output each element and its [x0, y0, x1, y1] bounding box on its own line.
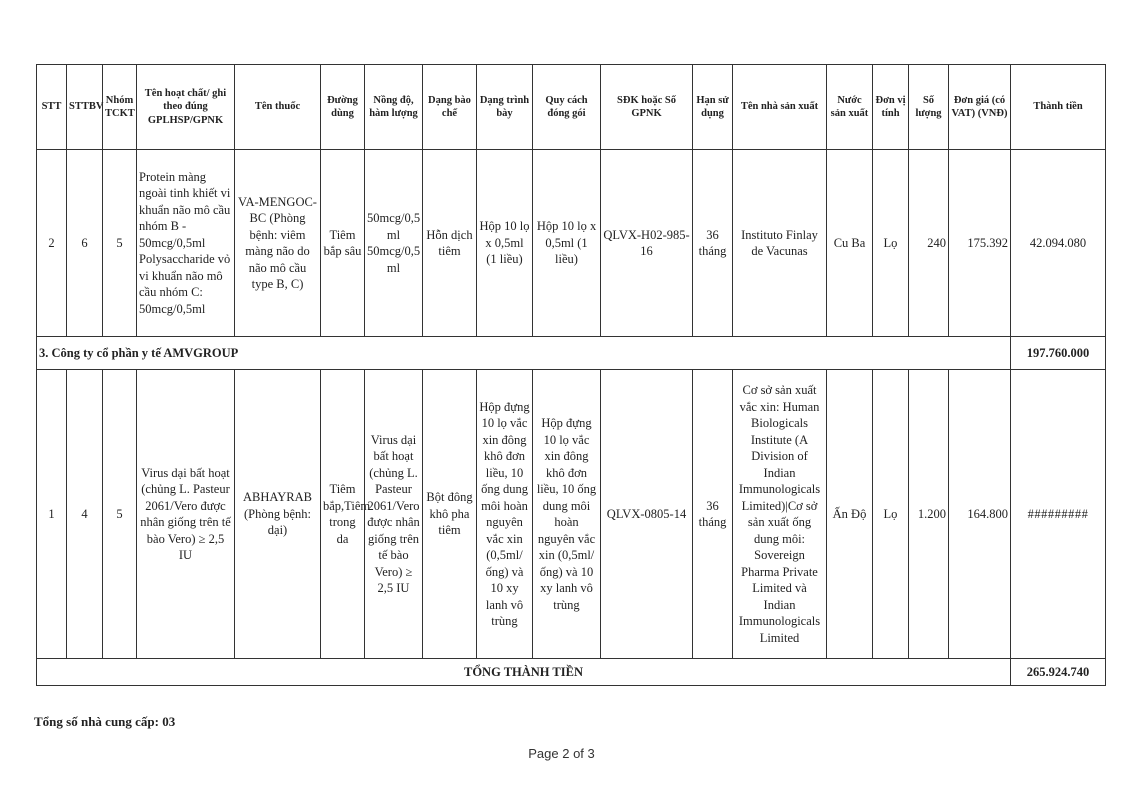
cell-dang-bao-che: Bột đông khô pha tiêm [423, 370, 477, 659]
cell-han-su-dung: 36 tháng [693, 370, 733, 659]
header-nhom: Nhóm TCKT [103, 65, 137, 150]
cell-dang-trinh-bay: Hộp đựng 10 lọ vắc xin đông khô đơn liều, 10 ống dung môi hoàn nguyên vắc xin (0,5ml/ống) và 10 xy lanh vô trùng [477, 370, 533, 659]
total-label: TỔNG THÀNH TIỀN [37, 659, 1011, 686]
supplier-name: 3. Công ty cổ phần y tế AMVGROUP [37, 337, 1011, 370]
total-row [37, 659, 1106, 686]
cell-dang-trinh-bay: Hộp 10 lọ x 0,5ml (1 liều) [477, 150, 533, 337]
table-row [37, 370, 1106, 659]
cell-nhom: 5 [103, 150, 137, 337]
document-sheet [36, 64, 1105, 686]
cell-quy-cach: Hộp 10 lọ x 0,5ml (1 liều) [533, 150, 601, 337]
cell-dang-bao-che: Hỗn dịch tiêm [423, 150, 477, 337]
cell-duong-dung: Tiêm bắp,Tiêm trong da [321, 370, 365, 659]
header-nong-do: Nồng độ, hàm lượng [365, 65, 423, 150]
cell-nuoc-san-xuat: Ấn Độ [827, 370, 873, 659]
header-sdk: SĐK hoặc Số GPNK [601, 65, 693, 150]
header-sttbv: STTBV [67, 65, 103, 150]
cell-nong-do: 50mcg/0,5 ml 50mcg/0,5 ml [365, 150, 423, 337]
cell-nha-san-xuat: Cơ sở sản xuất vắc xin: Human Biologicals Institute (A Division of Indian Immunologicals Limited)|Cơ sở sản xuất ống dung môi: Sovereign Pharma Private Limited và Indian Immunologicals Limited [733, 370, 827, 659]
supplier-subtotal: 197.760.000 [1011, 337, 1106, 370]
cell-stt: 2 [37, 150, 67, 337]
drug-table [36, 64, 1106, 686]
cell-han-su-dung: 36 tháng [693, 150, 733, 337]
cell-don-vi-tinh: Lọ [873, 370, 909, 659]
cell-quy-cach: Hộp đựng 10 lọ vắc xin đông khô đơn liều, 10 ống dung môi hoàn nguyên vắc xin (0,5ml/ống) và 10 xy lanh vô trùng [533, 370, 601, 659]
cell-don-gia: 164.800 [949, 370, 1011, 659]
header-ten-hoat-chat: Tên hoạt chất/ ghi theo đúng GPLHSP/GPNK [137, 65, 235, 150]
header-duong-dung: Đường dùng [321, 65, 365, 150]
cell-nha-san-xuat: Instituto Finlay de Vacunas [733, 150, 827, 337]
cell-nong-do: Virus dại bất hoạt (chủng L. Pasteur 2061/Vero được nhân giống trên tế bào Vero) ≥ 2,5 IU [365, 370, 423, 659]
cell-don-vi-tinh: Lọ [873, 150, 909, 337]
cell-ten-thuoc: VA-MENGOC-BC (Phòng bệnh: viêm màng não do não mô cầu type B, C) [235, 150, 321, 337]
cell-sdk: QLVX-0805-14 [601, 370, 693, 659]
cell-sdk: QLVX-H02-985-16 [601, 150, 693, 337]
cell-nuoc-san-xuat: Cu Ba [827, 150, 873, 337]
header-don-vi-tinh: Đơn vị tính [873, 65, 909, 150]
cell-ten-hoat-chat: Protein màng ngoài tinh khiết vi khuẩn não mô cầu nhóm B - 50mcg/0,5ml Polysaccharide vỏ vi khuẩn não mô cầu nhóm C: 50mcg/0,5ml [137, 150, 235, 337]
supplier-count: Tổng số nhà cung cấp: 03 [34, 714, 176, 729]
header-nha-san-xuat: Tên nhà sản xuất [733, 65, 827, 150]
cell-ten-hoat-chat: Virus dại bất hoạt (chủng L. Pasteur 2061/Vero được nhân giống trên tế bào Vero) ≥ 2,5 IU [137, 370, 235, 659]
header-han-su-dung: Hạn sử dụng [693, 65, 733, 150]
header-nuoc-san-xuat: Nước sản xuất [827, 65, 873, 150]
cell-stt: 1 [37, 370, 67, 659]
header-row [37, 65, 1106, 150]
header-ten-thuoc: Tên thuốc [235, 65, 321, 150]
supplier-group-row [37, 337, 1106, 370]
cell-don-gia: 175.392 [949, 150, 1011, 337]
header-quy-cach: Quy cách đóng gói [533, 65, 601, 150]
cell-sttbv: 4 [67, 370, 103, 659]
page-number: Page 2 of 3 [528, 746, 595, 761]
total-value: 265.924.740 [1011, 659, 1106, 686]
cell-sttbv: 6 [67, 150, 103, 337]
header-stt: STT [37, 65, 67, 150]
table-row [37, 150, 1106, 337]
cell-nhom: 5 [103, 370, 137, 659]
header-don-gia: Đơn giá (có VAT) (VNĐ) [949, 65, 1011, 150]
cell-so-luong: 1.200 [909, 370, 949, 659]
header-thanh-tien: Thành tiền [1011, 65, 1106, 150]
header-dang-trinh-bay: Dạng trình bày [477, 65, 533, 150]
header-so-luong: Số lượng [909, 65, 949, 150]
cell-thanh-tien: 42.094.080 [1011, 150, 1106, 337]
cell-thanh-tien: ######### [1011, 370, 1106, 659]
header-dang-bao-che: Dạng bào chế [423, 65, 477, 150]
cell-so-luong: 240 [909, 150, 949, 337]
cell-ten-thuoc: ABHAYRAB (Phòng bệnh: dại) [235, 370, 321, 659]
cell-duong-dung: Tiêm bắp sâu [321, 150, 365, 337]
